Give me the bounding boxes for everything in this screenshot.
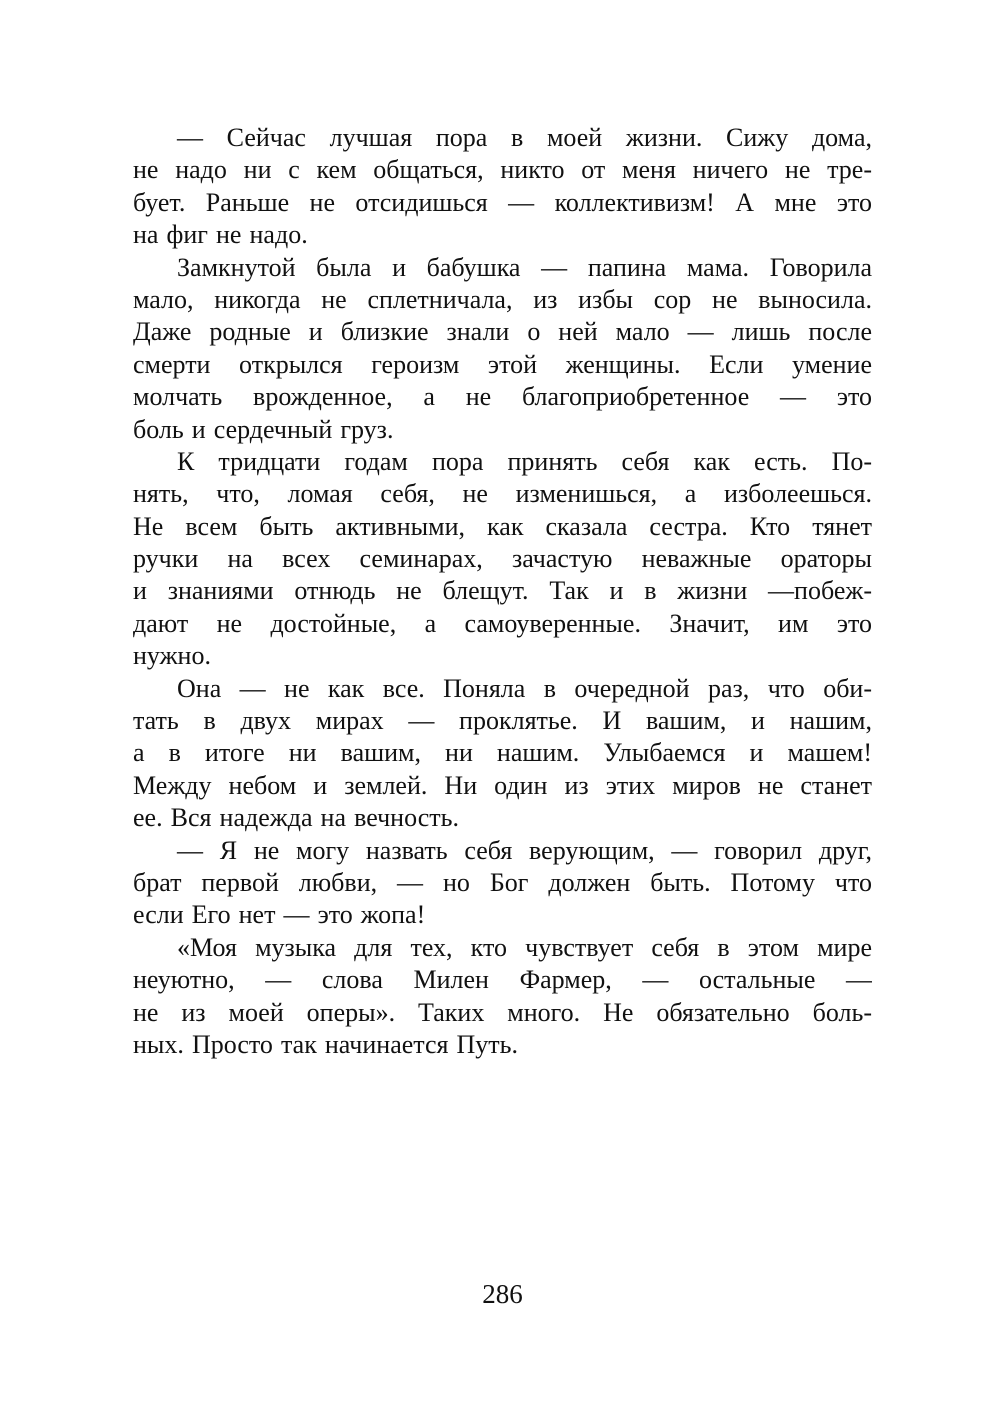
page-text (133, 122, 872, 1061)
text-line: бует. Раньше не отсидишься — коллективизм! А мне это (133, 187, 872, 217)
text-line: нужно. (133, 641, 211, 671)
paragraph (133, 835, 872, 932)
text-line: мало, никогда не сплетничала, из избы сор не выносила. (133, 284, 872, 314)
text-line: ручки на всех семинарах, зачастую неважные ораторы (133, 544, 872, 574)
text-line: Между небом и землей. Ни один из этих миров не станет (133, 770, 872, 800)
text-line: «Моя музыка для тех, кто чувствует себя в этом мире (177, 932, 872, 962)
text-line: боль и сердечный груз. (133, 414, 394, 444)
text-line: К тридцати годам пора принять себя как есть. По- (177, 446, 872, 476)
text-line: тать в двух мирах — проклятье. И вашим, и нашим, (133, 706, 872, 736)
paragraph (133, 673, 872, 835)
text-line: ее. Вся надежда на вечность. (133, 803, 459, 833)
paragraph (133, 932, 872, 1062)
text-line: не из моей оперы». Таких много. Не обязательно боль- (133, 997, 872, 1027)
paragraph (133, 446, 872, 673)
text-line: неуютно, — слова Милен Фармер, — остальные — (133, 965, 872, 995)
paragraph (133, 122, 872, 252)
text-line: на фиг не надо. (133, 220, 308, 250)
text-line: не надо ни с кем общаться, никто от меня ничего не тре- (133, 155, 872, 185)
text-line: ных. Просто так начинается Путь. (133, 1029, 519, 1059)
paragraph (133, 252, 872, 446)
text-line: дают не достойные, а самоуверенные. Значит, им это (133, 608, 872, 638)
text-line: если Его нет — это жопа! (133, 900, 426, 930)
text-line: Замкнутой была и бабушка — папина мама. Говорила (177, 252, 872, 282)
text-line: брат первой любви, — но Бог должен быть. Потому что (133, 867, 872, 897)
text-line: — Сейчас лучшая пора в моей жизни. Сижу дома, (177, 123, 872, 152)
text-line: Не всем быть активными, как сказала сестра. Кто тянет (133, 511, 872, 541)
text-line: а в итоге ни вашим, ни нашим. Улыбаемся и машем! (133, 738, 872, 768)
text-line: молчать врожденное, а не благоприобретенное — это (133, 382, 872, 412)
text-line: смерти открылся героизм этой женщины. Если умение (133, 349, 872, 379)
text-line: Она — не как все. Поняла в очередной раз, что оби- (177, 673, 872, 703)
page-number: 286 (482, 1279, 523, 1309)
text-line: — Я не могу назвать себя верующим, — говорил друг, (177, 835, 872, 865)
text-line: Даже родные и близкие знали о ней мало — лишь после (133, 317, 872, 347)
text-line: нять, что, ломая себя, не изменишься, а изболеешься. (133, 479, 872, 509)
text-line: и знаниями отнюдь не блещут. Так и в жизни —побеж- (133, 576, 872, 606)
